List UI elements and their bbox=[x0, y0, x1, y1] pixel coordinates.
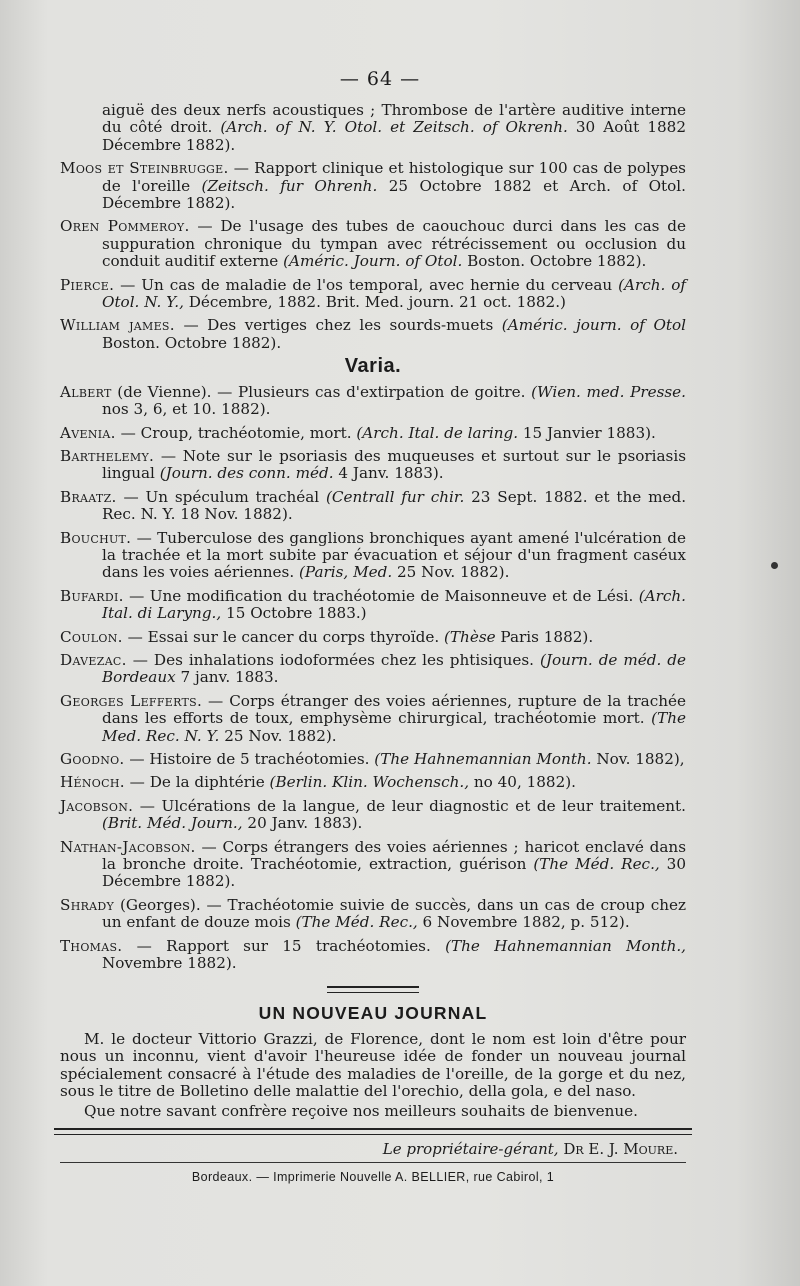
entry-text: — Corps étrangers des voies aériennes ; haricot enclavé dans la bronche droite. Trachéotomie, extraction, guérison bbox=[102, 837, 686, 874]
entry-author: Barthelemy. bbox=[60, 446, 155, 465]
entry-text: — Des inhalations iodoformées chez les phtisiques. bbox=[126, 650, 540, 669]
entry-source: (Arch. Ital. de laring. bbox=[356, 423, 519, 442]
entry-source: (The Hahnemannian Month. bbox=[374, 750, 592, 768]
bibliography-entry bbox=[60, 798, 686, 833]
entry-text: — Histoire de 5 trachéotomies. bbox=[124, 750, 375, 768]
entry-source: (Centrall fur chir. bbox=[325, 487, 465, 506]
entry-text: (Georges). — Trachéotomie suivie de succès, dans un cas de croup chez un enfant de douze mois bbox=[102, 895, 686, 932]
entry-author: Bouchut. bbox=[60, 528, 132, 547]
bibliography-entry bbox=[60, 277, 686, 312]
bibliography-entry bbox=[60, 425, 686, 442]
entry-tail: 6 Novembre 1882, p. 512). bbox=[417, 913, 630, 932]
entry-author: Moos et Steinbrugge. bbox=[60, 159, 229, 178]
signature-role: Le propriétaire-gérant, bbox=[382, 1139, 559, 1158]
entry-tail: 7 janv. 1883. bbox=[175, 668, 279, 687]
bibliography-entry bbox=[60, 839, 686, 891]
entry-text: — Des vertiges chez les sourds-muets bbox=[174, 316, 502, 335]
entry-tail: Novembre 1882). bbox=[102, 954, 237, 973]
text-column bbox=[60, 102, 686, 1187]
bibliography-entry bbox=[60, 588, 686, 623]
entry-tail: 25 Octobre 1882 et Arch. of Otol. Décembre 1882). bbox=[102, 176, 686, 213]
entry-text: — Une modification du trachéotomie de Maisonneuve et de Lési. bbox=[123, 586, 639, 605]
bibliography-entry bbox=[60, 317, 686, 352]
entry-text: — De l'usage des tubes de caouchouc durci dans les cas de suppuration chronique du tympan avec rétrécissement ou occlusion du conduit auditif externe bbox=[102, 217, 686, 271]
entry-tail: 30 Août 1882 Décembre 1882). bbox=[102, 118, 686, 154]
page-number: — 64 — bbox=[339, 68, 421, 90]
entry-text: — Un cas de maladie de l'os temporal, avec hernie du cerveau bbox=[114, 275, 619, 294]
entry-tail: 25 Nov. 1882). bbox=[219, 726, 337, 745]
entry-source: (The Hahnemannian Month., bbox=[445, 936, 686, 955]
signature-name: Dr E. J. Moure. bbox=[558, 1139, 678, 1158]
entry-source: (The Méd. Rec., bbox=[533, 855, 660, 874]
entry-source: (Arch. of Otol. N. Y., bbox=[102, 275, 686, 312]
section-divider bbox=[327, 986, 419, 993]
bibliography-entry bbox=[60, 102, 686, 154]
entry-text: — Rapport clinique et histologique sur 100 cas de polypes de l'oreille bbox=[102, 159, 686, 195]
entry-tail: 15 Janvier 1883). bbox=[518, 423, 656, 442]
entry-author: Shrady bbox=[60, 895, 115, 914]
bibliography-entry bbox=[60, 218, 686, 270]
entry-author: Oren Pommeroy. bbox=[60, 217, 190, 236]
entry-source: (Zeitsch. fur Ohrenh. bbox=[201, 176, 378, 195]
entry-author: Avenia. bbox=[60, 423, 116, 442]
entry-author: Thomas. bbox=[60, 936, 123, 955]
entry-text: — Note sur le psoriasis des muqueuses et surtout sur le psoriasis lingual bbox=[102, 446, 686, 483]
bibliography-entry bbox=[60, 489, 686, 524]
entry-text: — Croup, trachéotomie, mort. bbox=[115, 423, 357, 442]
bibliography-entry bbox=[60, 774, 686, 791]
bibliography-otology bbox=[60, 102, 686, 352]
footer-rule bbox=[54, 1128, 692, 1135]
entry-text: — Corps étranger des voies aériennes, rupture de la trachée dans les efforts de toux, emphysème chirurgical, trachéotomie mort. bbox=[102, 691, 686, 728]
entry-text: — Tuberculose des ganglions bronchiques ayant amené l'ulcération de la trachée et la mort subite par évacuation et séjour d'un fragment caséux dans les voies aériennes. bbox=[102, 528, 686, 582]
entry-text: — Rapport sur 15 trachéotomies. bbox=[122, 936, 446, 955]
entry-source: (Paris, Med. bbox=[299, 563, 393, 582]
entry-text: — Un spéculum trachéal bbox=[116, 487, 326, 506]
entry-author: Hénoch. bbox=[60, 773, 125, 792]
entry-author: Coulon. bbox=[60, 627, 123, 646]
entry-source: (Améric. Journ. of Otol. bbox=[283, 252, 463, 271]
entry-source: (Thèse bbox=[444, 627, 496, 646]
bibliography-entry bbox=[60, 693, 686, 745]
publisher-signature bbox=[60, 1141, 686, 1158]
bibliography-entry bbox=[60, 751, 686, 768]
entry-tail: no 40, 1882). bbox=[469, 773, 577, 792]
entry-text: — Essai sur le cancer du corps thyroïde. bbox=[122, 627, 444, 646]
entry-source: (Journ. de méd. de Bordeaux bbox=[102, 650, 687, 687]
entry-author: Braatz. bbox=[60, 487, 117, 506]
entry-tail: 15 Octobre 1883.) bbox=[221, 604, 367, 623]
imprint-rule bbox=[60, 1162, 686, 1163]
entry-source: (The Med. Rec. N. Y. bbox=[102, 709, 686, 745]
entry-tail: Paris 1882). bbox=[495, 627, 594, 646]
entry-tail: 23 Sept. 1882. et the med. Rec. N. Y. 18 Nov. 1882). bbox=[102, 487, 687, 524]
entry-source: (The Méd. Rec., bbox=[295, 913, 418, 932]
entry-author: Davezac. bbox=[60, 650, 127, 669]
bibliography-entry bbox=[60, 938, 686, 973]
entry-source: (Brit. Méd. Journ., bbox=[102, 814, 243, 833]
entry-author: Nathan-Jacobson. bbox=[60, 837, 196, 856]
announcement-paragraph: M. le docteur Vittorio Grazzi, de Florence, dont le nom est loin d'être pour nous un inconnu, vient d'avoir l'heureuse idée de fonder un nouveau journal spécialement consacré à l'étude des maladies de l'oreille, de la gorge et du nez, sous le titre de Bolletino delle malattie del l'orechio, della gola, e del naso. bbox=[60, 1029, 686, 1101]
entry-source: (Journ. des conn. méd. bbox=[159, 464, 334, 483]
entry-tail: 25 Nov. 1882). bbox=[392, 563, 510, 582]
printer-imprint: Bordeaux. — Imprimerie Nouvelle A. BELLIER, rue Cabirol, 1 bbox=[191, 1170, 555, 1185]
bibliography-entry bbox=[60, 629, 686, 646]
announcement-heading: UN NOUVEAU JOURNAL bbox=[258, 1003, 488, 1024]
entry-author: Albert bbox=[60, 382, 112, 401]
entry-source: (Wien. med. Presse. bbox=[531, 382, 686, 401]
entry-source: (Arch. of N. Y. Otol. et Zeitsch. of Okrenh. bbox=[220, 118, 568, 137]
entry-tail: Boston. Octobre 1882). bbox=[462, 252, 647, 271]
entry-author: Pierce. bbox=[60, 275, 115, 294]
bibliography-entry bbox=[60, 897, 686, 932]
entry-tail: 30 Décembre 1882). bbox=[102, 855, 687, 891]
entry-author: Jacobson. bbox=[60, 796, 134, 815]
bibliography-entry bbox=[60, 652, 686, 687]
section-title: Varia. bbox=[344, 355, 402, 378]
entry-text: aiguë des deux nerfs acoustiques ; Thrombose de l'artère auditive interne du côté droit. bbox=[102, 101, 686, 137]
entry-source: (Arch. Ital. di Laryng., bbox=[102, 586, 686, 623]
announcement-closing: Que notre savant confrère reçoive nos meilleurs souhaits de bienvenue. bbox=[84, 1101, 639, 1120]
entry-author: William james. bbox=[60, 316, 175, 335]
bibliography-entry bbox=[60, 530, 686, 582]
entry-text: (de Vienne). — Plusieurs cas d'extirpation de goitre. bbox=[111, 382, 532, 401]
entry-tail: Boston. Octobre 1882). bbox=[102, 333, 282, 352]
entry-tail: 4 Janv. 1883). bbox=[333, 464, 444, 483]
entry-author: Georges Lefferts. bbox=[60, 691, 203, 710]
entry-text: — Ulcérations de la langue, de leur diagnostic et de leur traitement. bbox=[133, 796, 686, 815]
entry-tail: Décembre, 1882. Brit. Med. journ. 21 oct. 1882.) bbox=[183, 293, 566, 312]
ink-spot bbox=[771, 562, 778, 569]
bibliography-entry bbox=[60, 384, 686, 419]
entry-source: (Améric. journ. of Otol bbox=[501, 316, 687, 335]
entry-author: Goodno. bbox=[60, 750, 125, 768]
entry-source: (Berlin. Klin. Wochensch., bbox=[269, 773, 470, 792]
bibliography-entry bbox=[60, 160, 686, 212]
entry-tail: Nov. 1882), bbox=[591, 750, 685, 768]
entry-tail: nos 3, 6, et 10. 1882). bbox=[102, 400, 271, 419]
entry-author: Bufardi. bbox=[60, 586, 124, 605]
bibliography-entry bbox=[60, 448, 686, 483]
entry-text: — De la diphtérie bbox=[124, 773, 270, 792]
bibliography-varia bbox=[60, 384, 686, 973]
entry-tail: 20 Janv. 1883). bbox=[242, 814, 363, 833]
